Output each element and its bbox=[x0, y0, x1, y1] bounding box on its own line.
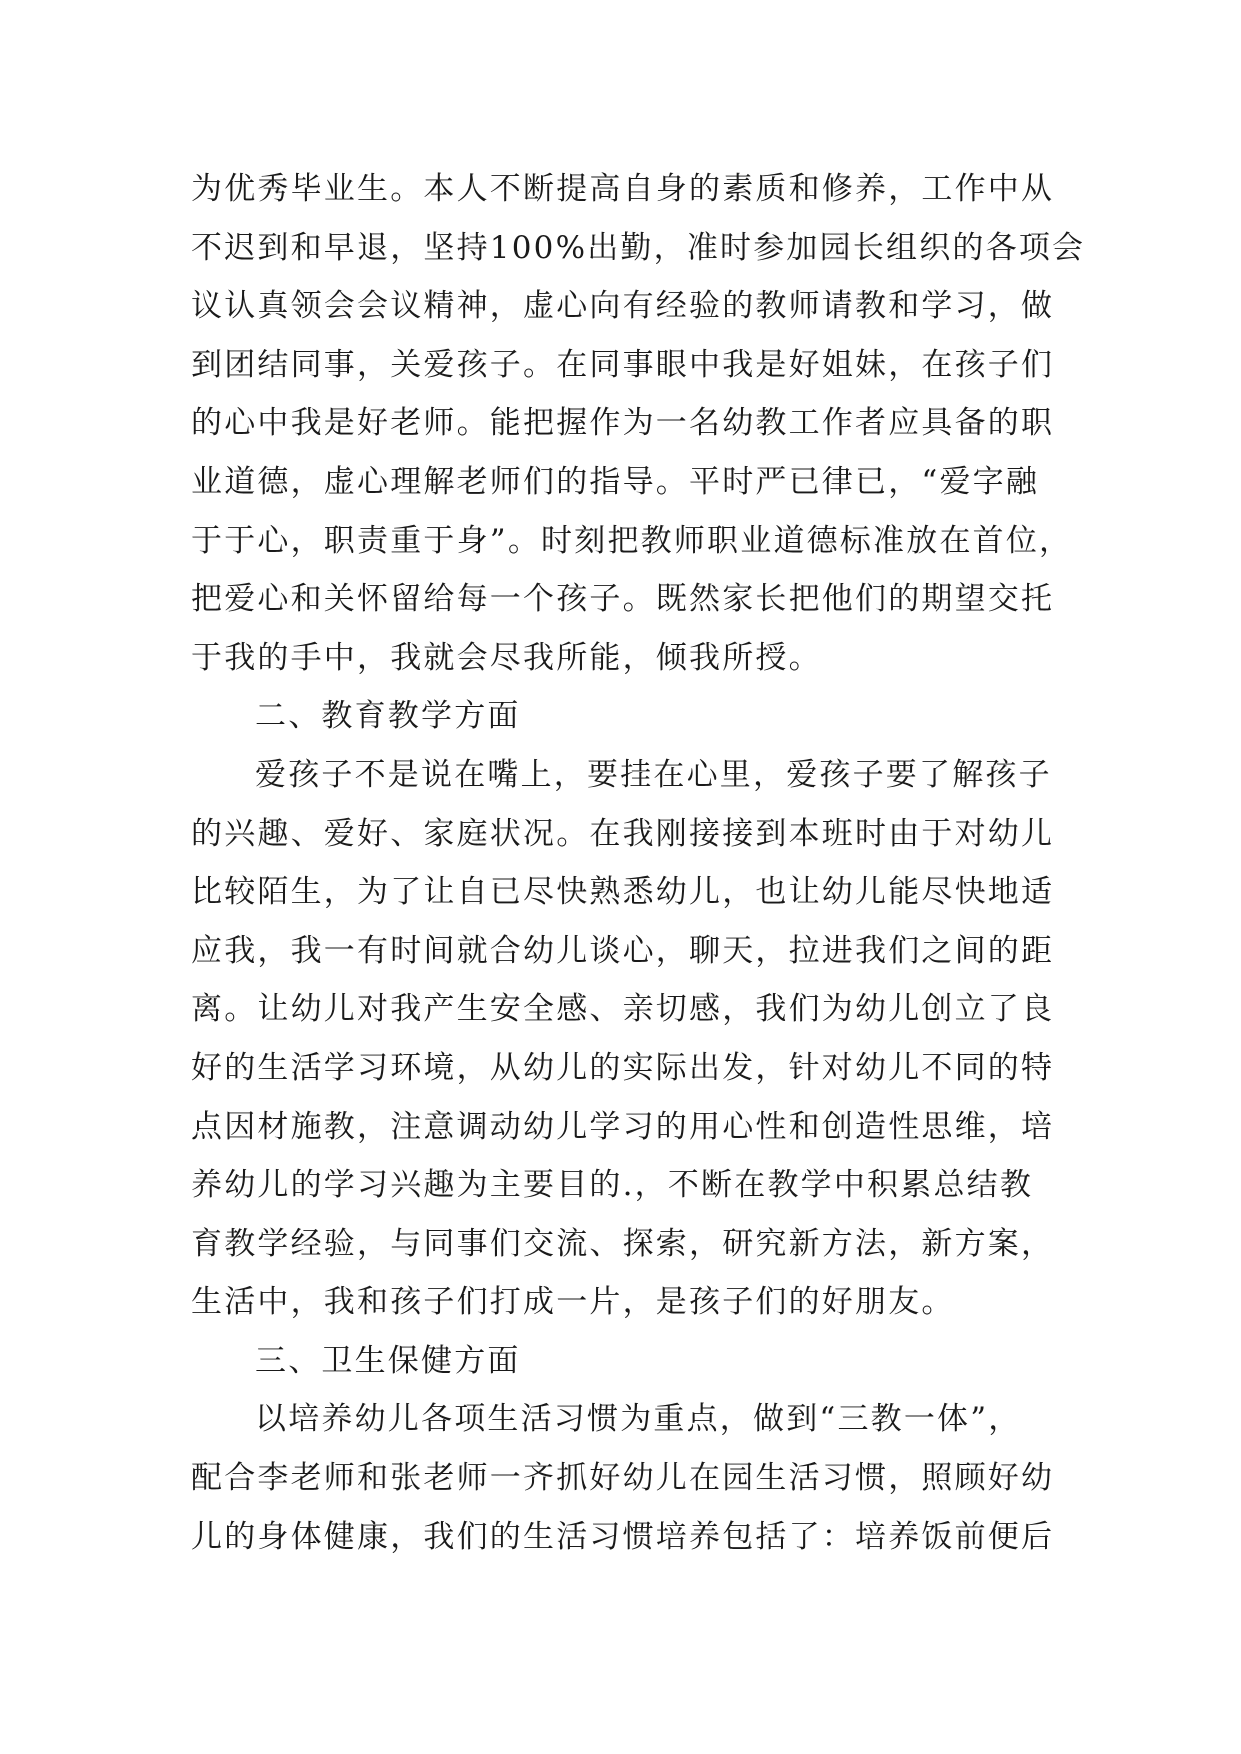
text-line: 点因材施教，注意调动幼儿学习的用心性和创造性思维，培 bbox=[191, 1108, 1055, 1145]
text-line: 养幼儿的学习兴趣为主要目的.，不断在教学中积累总结教 bbox=[191, 1167, 1034, 1204]
text-line: 的心中我是好老师。能把握作为一名幼教工作者应具备的职 bbox=[191, 405, 1055, 442]
section-heading: 三、卫生保健方面 bbox=[255, 1342, 521, 1379]
text-line: 的兴趣、爱好、家庭状况。在我刚接接到本班时由于对幼儿 bbox=[191, 815, 1055, 852]
paragraph-start: 爱孩子不是说在嘴上，要挂在心里，爱孩子要了解孩子 bbox=[255, 756, 1052, 793]
section-heading: 二、教育教学方面 bbox=[255, 698, 521, 735]
text-line: 比较陌生，为了让自已尽快熟悉幼儿，也让幼儿能尽快地适 bbox=[191, 874, 1055, 911]
text-line: 儿的身体健康，我们的生活习惯培养包括了：培养饭前便后 bbox=[191, 1518, 1055, 1555]
document-body bbox=[191, 160, 1086, 1566]
text-line: 生活中，我和孩子们打成一片，是孩子们的好朋友。 bbox=[191, 1284, 955, 1321]
text-line: 议认真领会会议精神，虚心向有经验的教师请教和学习，做 bbox=[191, 288, 1055, 325]
text-line: 应我，我一有时间就合幼儿谈心，聊天，拉进我们之间的距 bbox=[191, 932, 1055, 969]
text-line: 配合李老师和张老师一齐抓好幼儿在园生活习惯，照顾好幼 bbox=[191, 1460, 1055, 1497]
text-line: 离。让幼儿对我产生安全感、亲切感，我们为幼儿创立了良 bbox=[191, 991, 1055, 1028]
text-line: 到团结同事，关爱孩子。在同事眼中我是好姐妹，在孩子们 bbox=[191, 346, 1055, 383]
paragraph-start: 以培养幼儿各项生活习惯为重点，做到“三教一体”， bbox=[255, 1401, 1022, 1438]
text-line: 把爱心和关怀留给每一个孩子。既然家长把他们的期望交托 bbox=[191, 581, 1055, 618]
text-line: 不迟到和早退，坚持100%出勤，准时参加园长组织的各项会 bbox=[191, 229, 1086, 266]
text-line: 育教学经验，与同事们交流、探索，研究新方法，新方案， bbox=[191, 1225, 1055, 1262]
text-line: 好的生活学习环境，从幼儿的实际出发，针对幼儿不同的特 bbox=[191, 1049, 1055, 1086]
text-line: 为优秀毕业生。本人不断提高自身的素质和修养，工作中从 bbox=[191, 171, 1055, 207]
text-line: 业道德，虚心理解老师们的指导。平时严已律已，“爱字融 bbox=[191, 463, 1040, 500]
text-line: 于我的手中，我就会尽我所能，倾我所授。 bbox=[191, 639, 822, 676]
text-line: 于于心，职责重于身”。时刻把教师职业道德标准放在首位， bbox=[191, 522, 1073, 559]
